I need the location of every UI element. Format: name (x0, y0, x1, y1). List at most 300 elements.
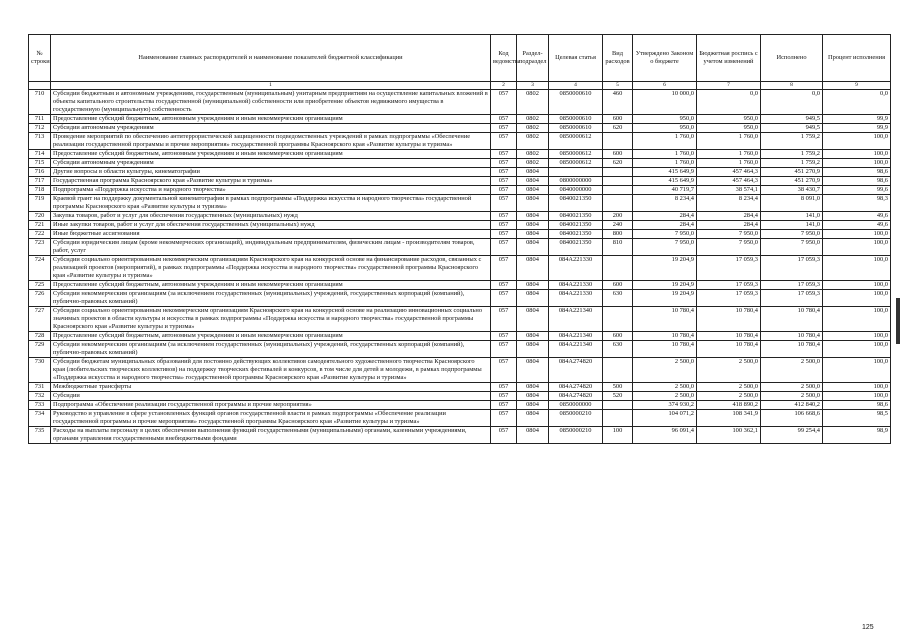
table-row (29, 427, 891, 444)
row-budget-list: 1 760,0 (697, 133, 761, 150)
row-target-article: 084A274820 (549, 358, 603, 383)
row-dept-code: 057 (491, 177, 517, 186)
row-section: 0804 (517, 358, 549, 383)
row-budget-list: 950,0 (697, 124, 761, 133)
table-row (29, 168, 891, 177)
row-name: Субсидии бюджетным и автономным учреждениям, государственным (муниципальным) унитарным предприятиям на осуществление капитальных вложений в объекты капитального строительства государственной (муниципальной) собственности или приобретение объектов недвижимого имущества в государственную (муниципальную) собственность (51, 90, 491, 115)
row-approved: 7 950,0 (633, 239, 697, 256)
row-target-article: 0840021350 (549, 230, 603, 239)
column-number (29, 82, 51, 90)
row-dept-code: 057 (491, 159, 517, 168)
row-approved: 7 950,0 (633, 230, 697, 239)
table-row (29, 150, 891, 159)
row-executed: 10 780,4 (761, 341, 823, 358)
row-percent: 98,9 (823, 427, 891, 444)
row-dept-code: 057 (491, 332, 517, 341)
row-target-article: 084A221340 (549, 307, 603, 332)
row-name: Расходы на выплаты персоналу в целях обеспечения выполнения функций государственными (муниципальными) органами, казенными учреждениями, органами управления государственными внебюджетными фондами (51, 427, 491, 444)
row-percent: 100,0 (823, 392, 891, 401)
row-approved: 96 091,4 (633, 427, 697, 444)
row-expense-type: 520 (603, 392, 633, 401)
row-name: Проведение мероприятий по обеспечению антитеррористической защищенности подведомственных учреждений в рамках подпрограммы «Обеспечение реализации государственной программы и прочие мероприятия» государственной программы Красноярского края «Развитие культуры и туризма» (51, 133, 491, 150)
row-percent: 0,0 (823, 90, 891, 115)
row-number: 718 (29, 186, 51, 195)
budget-table (28, 34, 891, 444)
row-executed: 106 668,6 (761, 410, 823, 427)
row-section: 0804 (517, 186, 549, 195)
row-expense-type: 600 (603, 281, 633, 290)
row-percent: 98,5 (823, 410, 891, 427)
table-row (29, 133, 891, 150)
row-expense-type: 620 (603, 159, 633, 168)
table-row (29, 195, 891, 212)
row-number: 723 (29, 239, 51, 256)
row-approved: 284,4 (633, 212, 697, 221)
row-budget-list: 7 950,0 (697, 230, 761, 239)
row-name: Другие вопросы в области культуры, кинематографии (51, 168, 491, 177)
row-budget-list: 17 059,3 (697, 281, 761, 290)
row-expense-type: 600 (603, 115, 633, 124)
table-row (29, 392, 891, 401)
row-number: 732 (29, 392, 51, 401)
row-expense-type (603, 307, 633, 332)
table-row (29, 115, 891, 124)
row-expense-type: 460 (603, 90, 633, 115)
row-executed: 38 430,7 (761, 186, 823, 195)
row-section: 0804 (517, 195, 549, 212)
row-approved: 1 760,0 (633, 150, 697, 159)
row-name: Субсидии социально ориентированным некоммерческим организациям Красноярского края на конкурсной основе на реализацию инновационных социально значимых проектов в области культуры и искусства в рамках подпрограммы «Поддержка искусства и народного творчества» государственной программы Красноярского края «Развитие культуры и туризма» (51, 307, 491, 332)
row-approved: 2 500,0 (633, 392, 697, 401)
row-number: 728 (29, 332, 51, 341)
row-expense-type (603, 358, 633, 383)
row-budget-list: 2 500,0 (697, 358, 761, 383)
row-percent: 49,6 (823, 212, 891, 221)
row-section: 0804 (517, 410, 549, 427)
row-name: Иные закупки товаров, работ и услуг для обеспечения государственных (муниципальных) нужд (51, 221, 491, 230)
row-approved: 19 204,9 (633, 290, 697, 307)
row-target-article: 084A274820 (549, 383, 603, 392)
row-percent: 100,0 (823, 383, 891, 392)
row-name: Субсидии автономным учреждениям (51, 124, 491, 133)
row-percent: 99,9 (823, 124, 891, 133)
row-target-article (549, 168, 603, 177)
row-budget-list: 284,4 (697, 212, 761, 221)
column-number-row (29, 82, 891, 90)
row-dept-code: 057 (491, 195, 517, 212)
row-expense-type (603, 133, 633, 150)
row-name: Предоставление субсидий бюджетным, автономным учреждениям и иным некоммерческим организациям (51, 115, 491, 124)
row-expense-type: 240 (603, 221, 633, 230)
row-percent: 100,0 (823, 358, 891, 383)
row-executed: 1 759,2 (761, 150, 823, 159)
row-approved: 1 760,0 (633, 133, 697, 150)
row-executed: 141,0 (761, 221, 823, 230)
row-percent: 100,0 (823, 332, 891, 341)
row-dept-code: 057 (491, 239, 517, 256)
row-approved: 950,0 (633, 124, 697, 133)
row-section: 0802 (517, 124, 549, 133)
row-dept-code: 057 (491, 401, 517, 410)
row-approved: 2 500,0 (633, 383, 697, 392)
row-executed: 451 270,9 (761, 177, 823, 186)
row-target-article: 0850000610 (549, 90, 603, 115)
row-section: 0804 (517, 341, 549, 358)
row-section: 0804 (517, 230, 549, 239)
row-approved: 10 000,0 (633, 90, 697, 115)
row-section: 0804 (517, 332, 549, 341)
row-section: 0802 (517, 133, 549, 150)
row-number: 719 (29, 195, 51, 212)
row-dept-code: 057 (491, 168, 517, 177)
row-approved: 8 234,4 (633, 195, 697, 212)
row-target-article: 084A221330 (549, 290, 603, 307)
row-executed: 1 759,2 (761, 133, 823, 150)
table-row (29, 221, 891, 230)
row-executed: 2 500,0 (761, 358, 823, 383)
row-number: 715 (29, 159, 51, 168)
row-dept-code: 057 (491, 307, 517, 332)
row-name: Руководство и управление в сфере установленных функций органов государственной власти в рамках подпрограммы «Обеспечение реализации государственной программы и прочие мероприятия» государственной программы Красноярского края «Развитие культуры и туризма» (51, 410, 491, 427)
row-name: Предоставление субсидий бюджетным, автономным учреждениям и иным некоммерческим организациям (51, 332, 491, 341)
row-number: 714 (29, 150, 51, 159)
column-number: 4 (549, 82, 603, 90)
row-budget-list: 10 780,4 (697, 332, 761, 341)
row-section: 0804 (517, 256, 549, 281)
table-row (29, 239, 891, 256)
row-number: 720 (29, 212, 51, 221)
row-executed: 2 500,0 (761, 392, 823, 401)
row-section: 0804 (517, 239, 549, 256)
row-target-article: 084A221340 (549, 332, 603, 341)
row-expense-type (603, 256, 633, 281)
row-section: 0804 (517, 168, 549, 177)
row-name: Субсидии юридическим лицам (кроме некоммерческих организаций), индивидуальным предпринимателям, физическим лицам - производителям товаров, работ, услуг (51, 239, 491, 256)
row-executed: 7 950,0 (761, 230, 823, 239)
row-target-article: 0840021350 (549, 239, 603, 256)
row-target-article: 0800000000 (549, 177, 603, 186)
row-percent: 98,6 (823, 401, 891, 410)
header-dept-code: Код ведомства (491, 35, 517, 82)
table-row (29, 124, 891, 133)
row-dept-code: 057 (491, 90, 517, 115)
table-row (29, 230, 891, 239)
row-section: 0804 (517, 281, 549, 290)
row-expense-type: 600 (603, 150, 633, 159)
row-percent: 100,0 (823, 281, 891, 290)
row-percent: 98,3 (823, 195, 891, 212)
row-dept-code: 057 (491, 115, 517, 124)
row-approved: 10 780,4 (633, 307, 697, 332)
row-executed: 412 840,2 (761, 401, 823, 410)
row-target-article: 0850000210 (549, 427, 603, 444)
row-budget-list: 100 362,1 (697, 427, 761, 444)
table-row (29, 358, 891, 383)
row-expense-type: 810 (603, 239, 633, 256)
header-row-number: № строки (29, 35, 51, 82)
row-name: Субсидии бюджетам муниципальных образований для постоянно действующих коллективов самодеятельного художественного творчества Красноярского края (любительских творческих коллективов) на поддержку творческих фестивалей и конкурсов, в том числе для детей и молодежи, в рамках подпрограммы «Поддержка искусства и народного творчества» государственной программы Красноярского края «Развитие культуры и туризма» (51, 358, 491, 383)
row-name: Межбюджетные трансферты (51, 383, 491, 392)
row-dept-code: 057 (491, 290, 517, 307)
row-approved: 104 071,2 (633, 410, 697, 427)
row-approved: 1 760,0 (633, 159, 697, 168)
row-target-article: 0840021350 (549, 212, 603, 221)
row-expense-type: 620 (603, 124, 633, 133)
row-name: Субсидии автономным учреждениям (51, 159, 491, 168)
row-executed: 0,0 (761, 90, 823, 115)
header-name: Наименование главных распорядителей и наименование показателей бюджетной классификации (51, 35, 491, 82)
row-budget-list: 1 760,0 (697, 150, 761, 159)
column-number: 7 (697, 82, 761, 90)
row-budget-list: 7 950,0 (697, 239, 761, 256)
table-row (29, 159, 891, 168)
column-number: 5 (603, 82, 633, 90)
row-budget-list: 457 464,3 (697, 177, 761, 186)
row-dept-code: 057 (491, 281, 517, 290)
row-approved: 40 719,7 (633, 186, 697, 195)
row-expense-type: 100 (603, 427, 633, 444)
table-row (29, 401, 891, 410)
row-expense-type: 800 (603, 230, 633, 239)
row-approved: 19 204,9 (633, 256, 697, 281)
row-executed: 949,5 (761, 115, 823, 124)
row-dept-code: 057 (491, 230, 517, 239)
row-budget-list: 10 780,4 (697, 307, 761, 332)
row-number: 733 (29, 401, 51, 410)
column-number: 9 (823, 82, 891, 90)
row-section: 0804 (517, 427, 549, 444)
row-number: 727 (29, 307, 51, 332)
row-name: Субсидии (51, 392, 491, 401)
row-percent: 100,0 (823, 307, 891, 332)
row-dept-code: 057 (491, 383, 517, 392)
row-executed: 99 254,4 (761, 427, 823, 444)
table-header (29, 35, 891, 90)
row-executed: 8 091,0 (761, 195, 823, 212)
header-executed: Исполнено (761, 35, 823, 82)
row-dept-code: 057 (491, 124, 517, 133)
row-section: 0804 (517, 307, 549, 332)
row-expense-type: 630 (603, 341, 633, 358)
row-expense-type (603, 401, 633, 410)
row-number: 725 (29, 281, 51, 290)
row-executed: 451 270,9 (761, 168, 823, 177)
row-target-article: 084A274820 (549, 392, 603, 401)
row-approved: 10 780,4 (633, 332, 697, 341)
row-executed: 17 059,3 (761, 256, 823, 281)
row-number: 724 (29, 256, 51, 281)
row-budget-list: 38 574,1 (697, 186, 761, 195)
row-expense-type (603, 168, 633, 177)
row-approved: 374 930,2 (633, 401, 697, 410)
row-expense-type (603, 195, 633, 212)
scan-edge-mark (896, 298, 900, 344)
row-expense-type (603, 186, 633, 195)
row-budget-list: 418 890,2 (697, 401, 761, 410)
row-target-article: 0850000612 (549, 133, 603, 150)
row-budget-list: 2 500,0 (697, 392, 761, 401)
row-expense-type: 600 (603, 332, 633, 341)
row-executed: 17 059,3 (761, 281, 823, 290)
table-row (29, 212, 891, 221)
column-number: 8 (761, 82, 823, 90)
row-budget-list: 284,4 (697, 221, 761, 230)
table-row (29, 341, 891, 358)
row-approved: 950,0 (633, 115, 697, 124)
row-target-article: 0840021350 (549, 221, 603, 230)
row-target-article: 0850000612 (549, 159, 603, 168)
row-dept-code: 057 (491, 392, 517, 401)
row-section: 0804 (517, 401, 549, 410)
row-percent: 100,0 (823, 230, 891, 239)
row-dept-code: 057 (491, 133, 517, 150)
header-expense-type: Вид расходов (603, 35, 633, 82)
column-number: 3 (517, 82, 549, 90)
row-target-article: 0850000000 (549, 401, 603, 410)
row-percent: 98,6 (823, 168, 891, 177)
table-row (29, 307, 891, 332)
row-budget-list: 1 760,0 (697, 159, 761, 168)
row-dept-code: 057 (491, 341, 517, 358)
row-executed: 141,0 (761, 212, 823, 221)
row-target-article: 0850000612 (549, 150, 603, 159)
row-percent: 100,0 (823, 239, 891, 256)
column-number: 2 (491, 82, 517, 90)
row-percent: 100,0 (823, 256, 891, 281)
row-number: 726 (29, 290, 51, 307)
row-dept-code: 057 (491, 212, 517, 221)
header-target-article: Целевая статья (549, 35, 603, 82)
column-number: 6 (633, 82, 697, 90)
row-section: 0802 (517, 90, 549, 115)
row-section: 0804 (517, 212, 549, 221)
row-number: 711 (29, 115, 51, 124)
row-dept-code: 057 (491, 410, 517, 427)
row-target-article: 0840021350 (549, 195, 603, 212)
row-section: 0802 (517, 150, 549, 159)
row-number: 712 (29, 124, 51, 133)
row-budget-list: 950,0 (697, 115, 761, 124)
row-dept-code: 057 (491, 186, 517, 195)
row-executed: 1 759,2 (761, 159, 823, 168)
row-budget-list: 10 780,4 (697, 341, 761, 358)
row-executed: 17 059,3 (761, 290, 823, 307)
row-number: 722 (29, 230, 51, 239)
row-percent: 99,6 (823, 186, 891, 195)
header-percent: Процент исполнения (823, 35, 891, 82)
row-budget-list: 108 341,9 (697, 410, 761, 427)
table-row (29, 410, 891, 427)
row-section: 0804 (517, 221, 549, 230)
table-row (29, 290, 891, 307)
table-row (29, 332, 891, 341)
row-name: Краевой грант на поддержку документальной кинематографии в рамках подпрограммы «Поддержка искусства и народного творчества» государственной программы Красноярского края «Развитие культуры и туризма» (51, 195, 491, 212)
row-target-article: 0850000210 (549, 410, 603, 427)
row-dept-code: 057 (491, 358, 517, 383)
row-name: Закупка товаров, работ и услуг для обеспечения государственных (муниципальных) нужд (51, 212, 491, 221)
row-number: 717 (29, 177, 51, 186)
row-expense-type: 200 (603, 212, 633, 221)
row-budget-list: 0,0 (697, 90, 761, 115)
row-target-article: 0840000000 (549, 186, 603, 195)
row-dept-code: 057 (491, 221, 517, 230)
row-percent: 100,0 (823, 159, 891, 168)
row-target-article: 0850000610 (549, 124, 603, 133)
header-section: Раздел-подраздел (517, 35, 549, 82)
table-row (29, 186, 891, 195)
row-dept-code: 057 (491, 427, 517, 444)
row-number: 721 (29, 221, 51, 230)
row-section: 0802 (517, 115, 549, 124)
row-budget-list: 17 059,3 (697, 290, 761, 307)
row-number: 730 (29, 358, 51, 383)
row-target-article: 084A221330 (549, 256, 603, 281)
row-dept-code: 057 (491, 150, 517, 159)
row-name: Подпрограмма «Обеспечение реализации государственной программы и прочие мероприятия» (51, 401, 491, 410)
row-section: 0802 (517, 159, 549, 168)
row-section: 0804 (517, 383, 549, 392)
row-approved: 415 649,9 (633, 168, 697, 177)
column-number: 1 (51, 82, 491, 90)
row-section: 0804 (517, 177, 549, 186)
row-section: 0804 (517, 392, 549, 401)
row-number: 710 (29, 90, 51, 115)
row-expense-type (603, 177, 633, 186)
row-name: Субсидии социально ориентированным некоммерческим организациям Красноярского края на конкурсной основе на финансирование расходов, связанных с реализацией проектов (мероприятий), в рамках подпрограммы «Поддержка искусства и народного творчества» государственной программы Красноярского края «Развитие культуры и туризма» (51, 256, 491, 281)
row-approved: 10 780,4 (633, 341, 697, 358)
row-executed: 10 780,4 (761, 332, 823, 341)
row-percent: 100,0 (823, 341, 891, 358)
row-approved: 415 649,9 (633, 177, 697, 186)
row-name: Подпрограмма «Поддержка искусства и народного творчества» (51, 186, 491, 195)
table-row (29, 177, 891, 186)
row-number: 735 (29, 427, 51, 444)
row-approved: 19 204,9 (633, 281, 697, 290)
row-percent: 100,0 (823, 290, 891, 307)
row-percent: 49,6 (823, 221, 891, 230)
row-executed: 2 500,0 (761, 383, 823, 392)
row-expense-type: 500 (603, 383, 633, 392)
row-name: Субсидии некоммерческим организациям (за исключением государственных (муниципальных) учреждений, государственных корпораций (компаний), публично-правовых компаний) (51, 290, 491, 307)
row-approved: 2 500,0 (633, 358, 697, 383)
row-number: 731 (29, 383, 51, 392)
table-row (29, 90, 891, 115)
budget-report-page (28, 34, 890, 444)
row-number: 716 (29, 168, 51, 177)
row-approved: 284,4 (633, 221, 697, 230)
row-expense-type: 630 (603, 290, 633, 307)
table-row (29, 256, 891, 281)
table-row (29, 281, 891, 290)
row-budget-list: 2 500,0 (697, 383, 761, 392)
table-body (29, 90, 891, 444)
header-approved: Утверждено Законом о бюджете (633, 35, 697, 82)
table-row (29, 383, 891, 392)
row-name: Государственная программа Красноярского края «Развитие культуры и туризма» (51, 177, 491, 186)
row-percent: 98,6 (823, 177, 891, 186)
row-number: 713 (29, 133, 51, 150)
row-section: 0804 (517, 290, 549, 307)
row-percent: 100,0 (823, 133, 891, 150)
row-percent: 99,9 (823, 115, 891, 124)
row-expense-type (603, 410, 633, 427)
row-target-article: 084A221340 (549, 341, 603, 358)
row-budget-list: 17 059,3 (697, 256, 761, 281)
row-number: 729 (29, 341, 51, 358)
row-percent: 100,0 (823, 150, 891, 159)
row-name: Субсидии некоммерческим организациям (за исключением государственных (муниципальных) учреждений, государственных корпораций (компаний), публично-правовых компаний) (51, 341, 491, 358)
row-executed: 7 950,0 (761, 239, 823, 256)
